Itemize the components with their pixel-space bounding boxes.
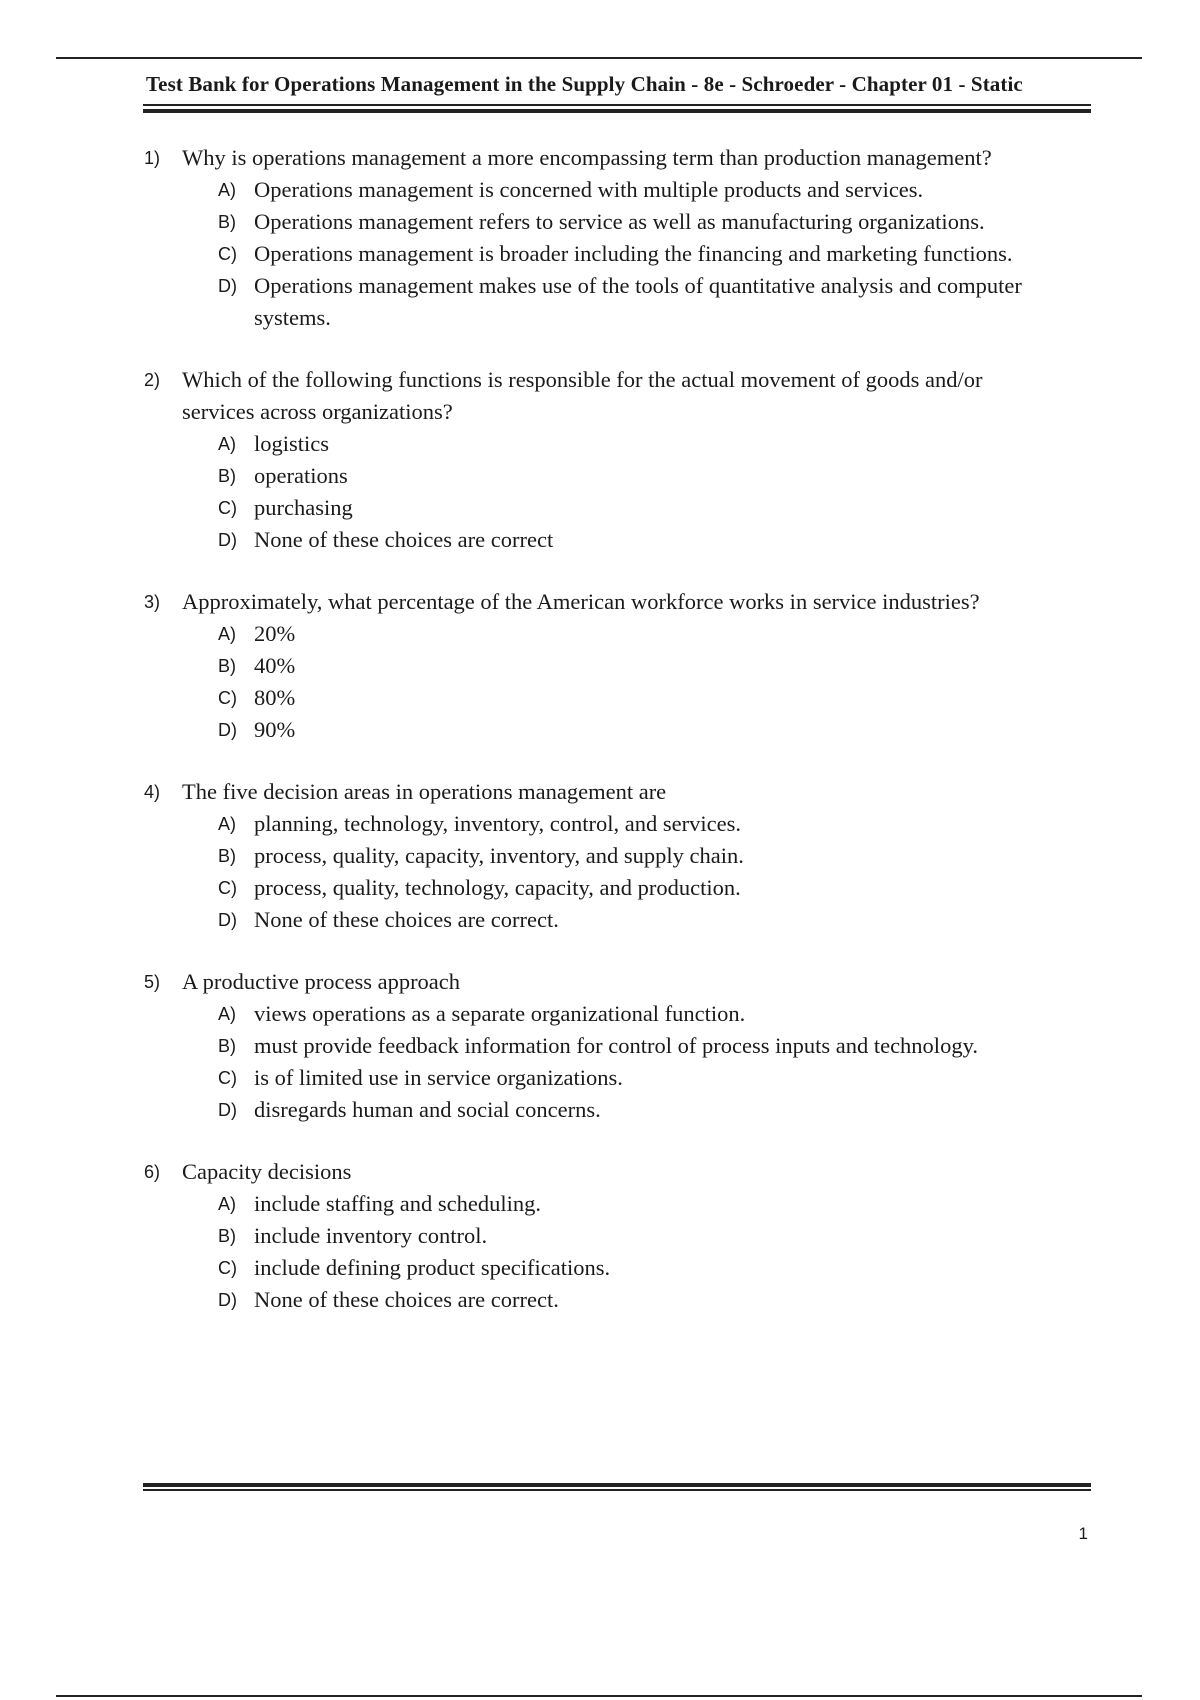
answer-option bbox=[144, 1094, 1094, 1126]
answer-option bbox=[144, 1062, 1094, 1094]
answer-option bbox=[144, 904, 1094, 936]
page-bottom-rule bbox=[56, 1695, 1142, 1697]
answer-option bbox=[144, 1220, 1094, 1252]
answer-option bbox=[144, 302, 1094, 334]
option-text: logistics bbox=[254, 431, 330, 456]
option-text: process, quality, capacity, inventory, and supply chain. bbox=[254, 843, 744, 868]
question-text: Approximately, what percentage of the American workforce works in service industries? bbox=[182, 589, 980, 614]
option-text: Operations management is concerned with multiple products and services. bbox=[254, 177, 924, 202]
option-letter: D) bbox=[218, 530, 237, 550]
question-number: 5) bbox=[144, 972, 161, 992]
option-text: 40% bbox=[254, 653, 296, 678]
question-stem-line bbox=[144, 396, 1094, 428]
answer-option bbox=[144, 1284, 1094, 1316]
option-text: include staffing and scheduling. bbox=[254, 1191, 542, 1216]
option-text: Operations management refers to service as well as manufacturing organizations. bbox=[254, 209, 985, 234]
question-text: Why is operations management a more encompassing term than production management? bbox=[182, 145, 992, 170]
option-text: views operations as a separate organizational function. bbox=[254, 1001, 746, 1026]
option-letter: C) bbox=[218, 688, 237, 708]
option-letter: C) bbox=[218, 1258, 237, 1278]
option-text: Operations management is broader including the financing and marketing functions. bbox=[254, 241, 1013, 266]
option-letter: A) bbox=[218, 180, 236, 200]
option-text: systems. bbox=[254, 305, 331, 330]
option-text: process, quality, technology, capacity, and production. bbox=[254, 875, 741, 900]
question-2 bbox=[144, 364, 1094, 556]
question-text: services across organizations? bbox=[182, 399, 453, 424]
answer-option bbox=[144, 808, 1094, 840]
answer-option bbox=[144, 206, 1094, 238]
option-text: None of these choices are correct. bbox=[254, 1287, 559, 1312]
option-letter: B) bbox=[218, 656, 236, 676]
answer-option bbox=[144, 460, 1094, 492]
option-letter: D) bbox=[218, 1290, 237, 1310]
option-letter: D) bbox=[218, 910, 237, 930]
question-text: Capacity decisions bbox=[182, 1159, 352, 1184]
answer-option bbox=[144, 428, 1094, 460]
option-letter: C) bbox=[218, 878, 237, 898]
question-stem-line bbox=[144, 142, 1094, 174]
answer-option bbox=[144, 238, 1094, 270]
question-text: A productive process approach bbox=[182, 969, 461, 994]
answer-option bbox=[144, 650, 1094, 682]
header-double-rule bbox=[143, 104, 1091, 114]
page-number: 1 bbox=[1078, 1524, 1088, 1543]
answer-option bbox=[144, 840, 1094, 872]
answer-option bbox=[144, 872, 1094, 904]
option-letter: D) bbox=[218, 720, 237, 740]
option-letter: A) bbox=[218, 814, 236, 834]
option-text: 20% bbox=[254, 621, 296, 646]
option-text: must provide feedback information for control of process inputs and technology. bbox=[254, 1033, 978, 1058]
question-stem-line bbox=[144, 364, 1094, 396]
answer-option bbox=[144, 618, 1094, 650]
answer-option bbox=[144, 1252, 1094, 1284]
option-letter: D) bbox=[218, 276, 237, 296]
question-number: 4) bbox=[144, 782, 161, 802]
question-stem-line bbox=[144, 1156, 1094, 1188]
answer-option bbox=[144, 714, 1094, 746]
option-letter: B) bbox=[218, 846, 236, 866]
option-letter: A) bbox=[218, 1004, 236, 1024]
option-text: planning, technology, inventory, control, and services. bbox=[254, 811, 741, 836]
page-top-rule bbox=[56, 57, 1142, 59]
question-number: 3) bbox=[144, 592, 161, 612]
answer-option bbox=[144, 524, 1094, 556]
document-header-title: Test Bank for Operations Management in the Supply Chain - 8e - Schroeder - Chapter 01 - Static bbox=[146, 72, 1023, 96]
question-3 bbox=[144, 586, 1094, 746]
answer-option bbox=[144, 492, 1094, 524]
answer-option bbox=[144, 174, 1094, 206]
option-text: include inventory control. bbox=[254, 1223, 488, 1248]
question-stem-line bbox=[144, 776, 1094, 808]
question-number: 6) bbox=[144, 1162, 161, 1182]
answer-option bbox=[144, 1030, 1094, 1062]
answer-option bbox=[144, 998, 1094, 1030]
footer-double-rule bbox=[143, 1483, 1091, 1493]
option-text: Operations management makes use of the tools of quantitative analysis and computer bbox=[254, 273, 1022, 298]
question-stem-line bbox=[144, 966, 1094, 998]
question-1 bbox=[144, 142, 1094, 334]
option-text: None of these choices are correct bbox=[254, 527, 554, 552]
question-text: The five decision areas in operations management are bbox=[182, 779, 667, 804]
option-letter: C) bbox=[218, 244, 237, 264]
option-text: purchasing bbox=[254, 495, 353, 520]
option-letter: A) bbox=[218, 434, 236, 454]
option-text: is of limited use in service organizations. bbox=[254, 1065, 623, 1090]
question-stem-line bbox=[144, 586, 1094, 618]
option-text: 80% bbox=[254, 685, 296, 710]
option-letter: A) bbox=[218, 624, 236, 644]
question-text: Which of the following functions is responsible for the actual movement of goods and/or bbox=[182, 367, 983, 392]
option-text: disregards human and social concerns. bbox=[254, 1097, 601, 1122]
question-6 bbox=[144, 1156, 1094, 1316]
question-number: 2) bbox=[144, 370, 161, 390]
answer-option bbox=[144, 1188, 1094, 1220]
option-letter: B) bbox=[218, 1226, 236, 1246]
question-list bbox=[144, 142, 1094, 1346]
option-letter: C) bbox=[218, 498, 237, 518]
question-number: 1) bbox=[144, 148, 161, 168]
option-letter: B) bbox=[218, 1036, 236, 1056]
option-letter: B) bbox=[218, 466, 236, 486]
option-text: include defining product specifications. bbox=[254, 1255, 611, 1280]
option-letter: D) bbox=[218, 1100, 237, 1120]
question-4 bbox=[144, 776, 1094, 936]
answer-option bbox=[144, 270, 1094, 302]
option-letter: B) bbox=[218, 212, 236, 232]
option-letter: A) bbox=[218, 1194, 236, 1214]
option-text: 90% bbox=[254, 717, 296, 742]
question-5 bbox=[144, 966, 1094, 1126]
answer-option bbox=[144, 682, 1094, 714]
option-letter: C) bbox=[218, 1068, 237, 1088]
option-text: None of these choices are correct. bbox=[254, 907, 559, 932]
option-text: operations bbox=[254, 463, 348, 488]
